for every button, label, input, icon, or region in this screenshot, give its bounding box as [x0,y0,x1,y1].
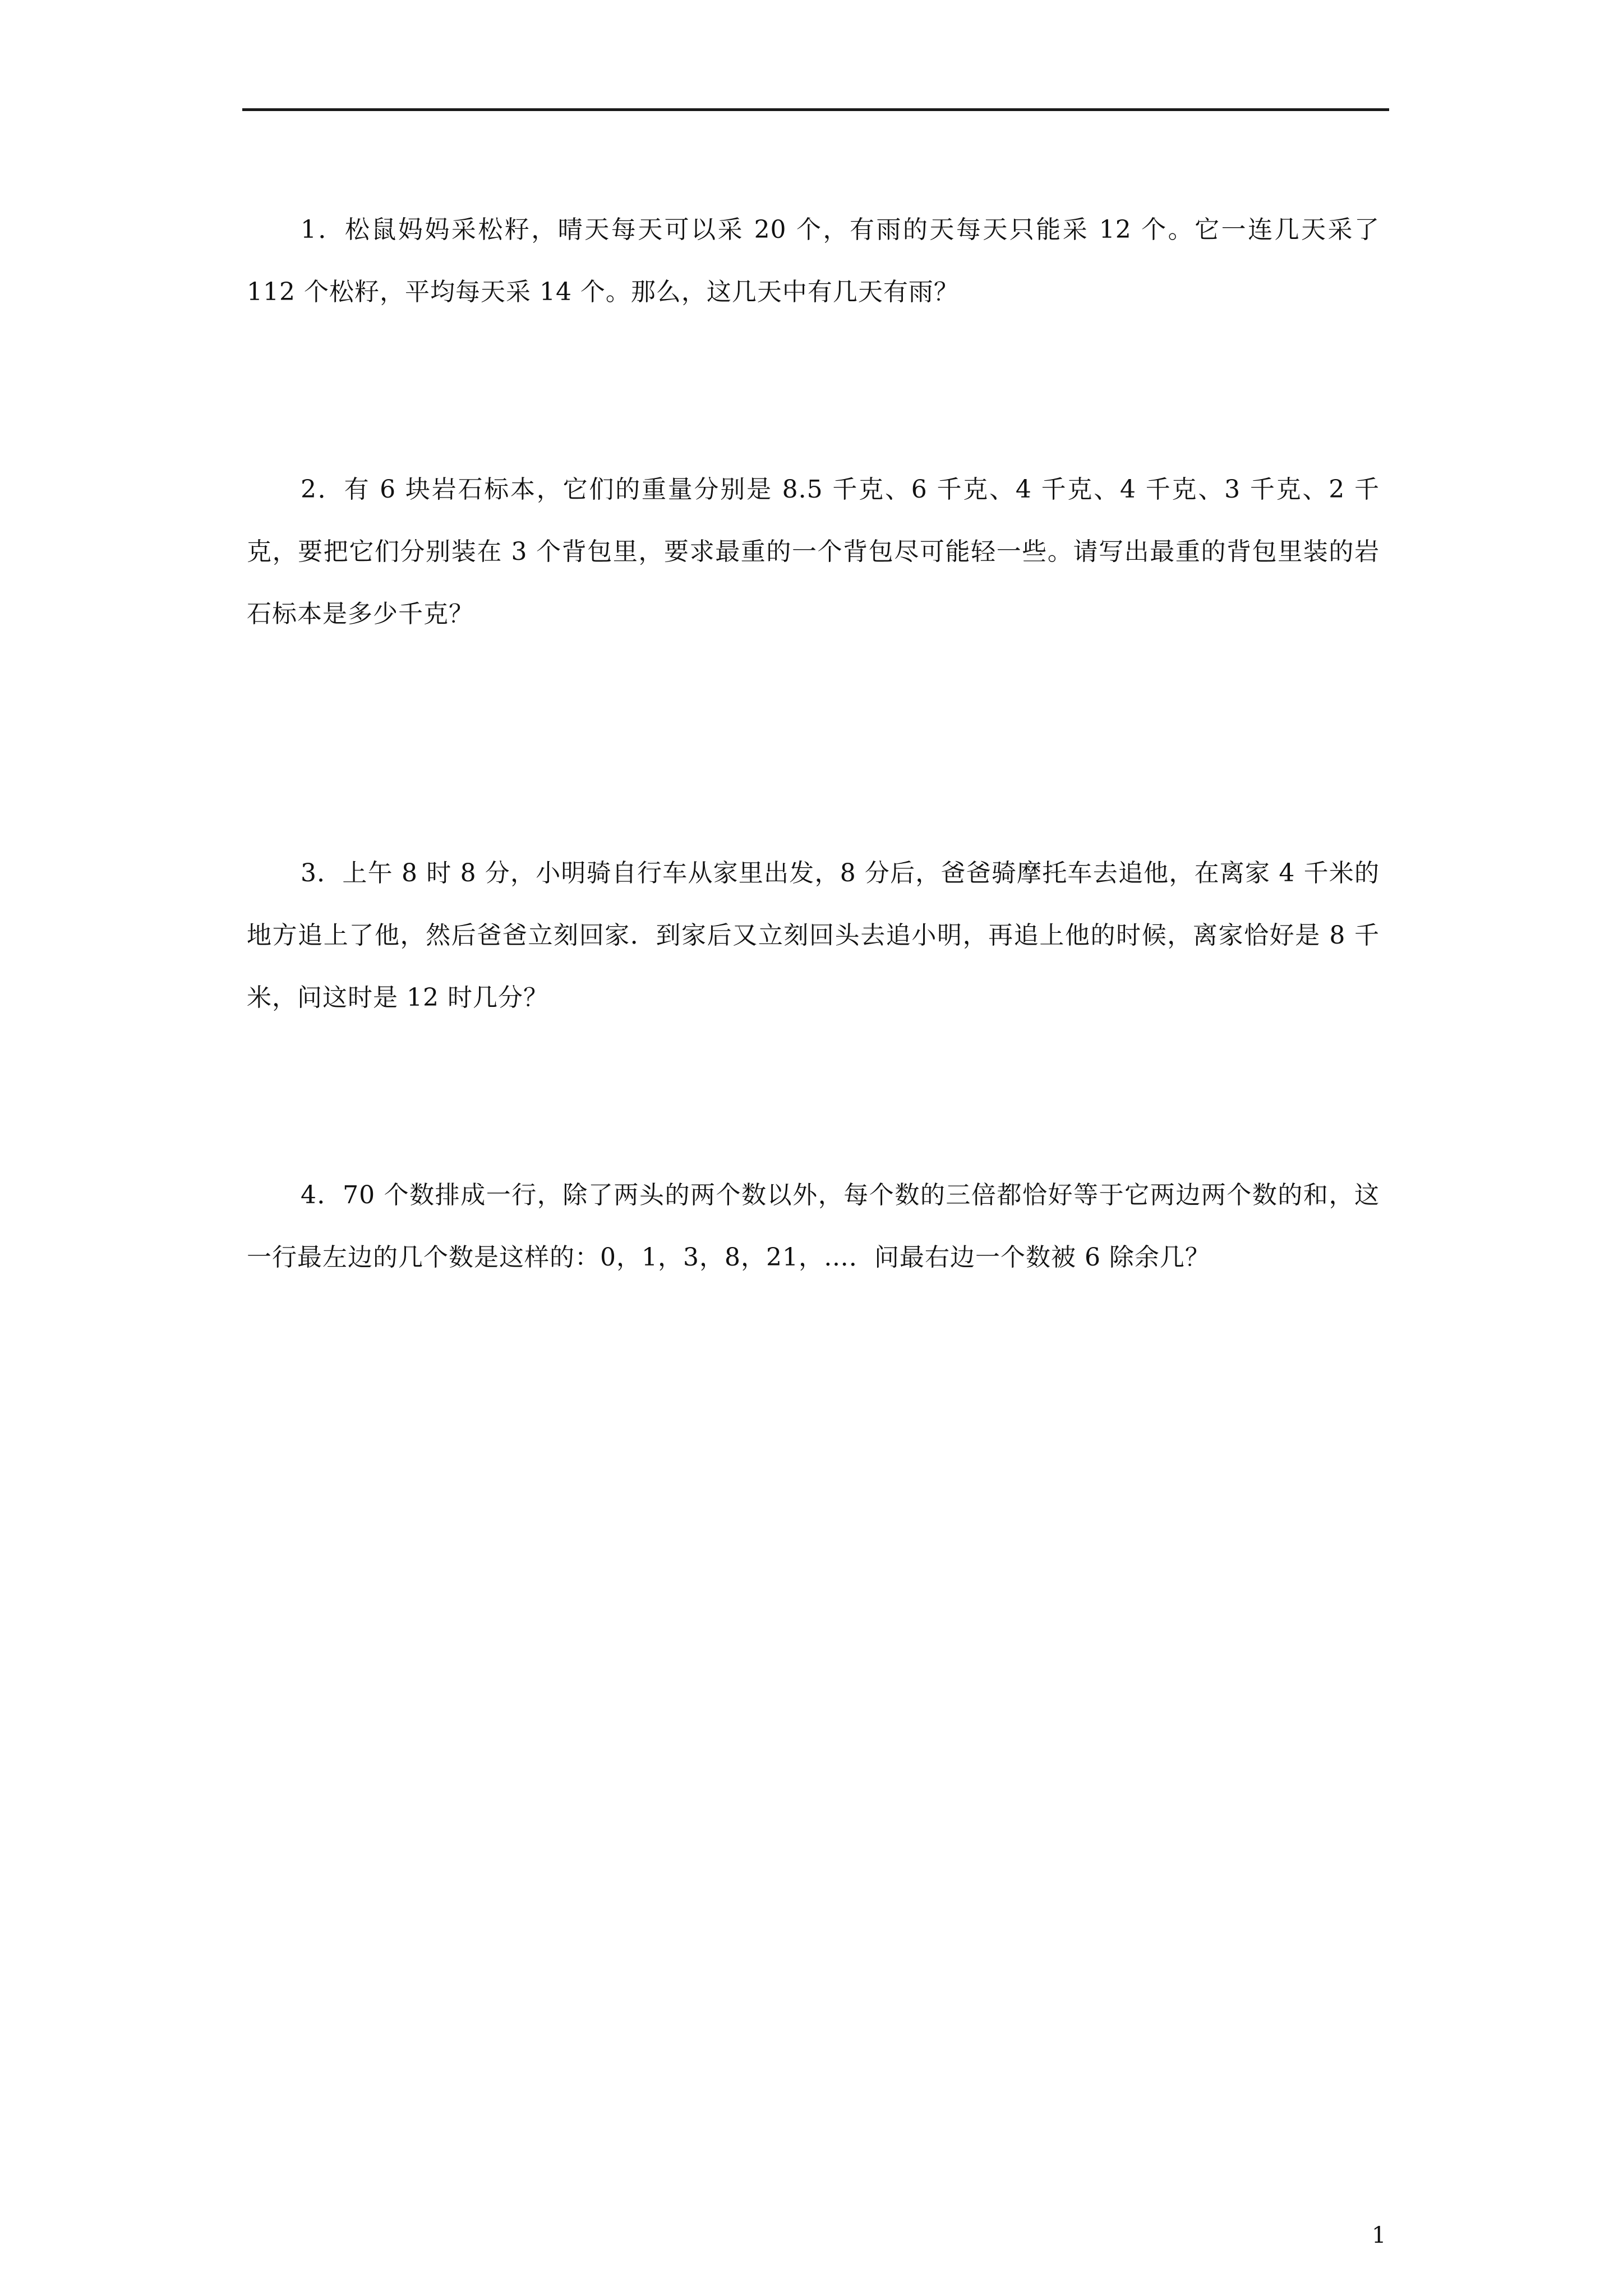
header-rule [242,108,1389,111]
problem-2: 2．有 6 块岩石标本，它们的重量分别是 8.5 千克、6 千克、4 千克、4 千克、3 千克、2 千克，要把它们分别装在 3 个背包里，要求最重的一个背包尽可能轻一些。请写出最重的背包里装的岩石标本是多少千克？ [247,475,1380,628]
problem-1: 1．松鼠妈妈采松籽，晴天每天可以采 20 个，有雨的天每天只能采 12 个。它一连几天采了 112 个松籽，平均每天采 14 个。那么，这几天中有几天有雨？ [247,215,1380,306]
page-number: 1 [1372,2223,1386,2248]
problem-4: 4．70 个数排成一行，除了两头的两个数以外，每个数的三倍都恰好等于它两边两个数的和，这一行最左边的几个数是这样的：0，1，3，8，21，…．问最右边一个数被 6 除余几？ [247,1181,1380,1272]
problem-3: 3．上午 8 时 8 分，小明骑自行车从家里出发，8 分后，爸爸骑摩托车去追他，在离家 4 千米的地方追上了他，然后爸爸立刻回家．到家后又立刻回头去追小明，再追上他的时候，离家恰好是 8 千米，问这时是 12 时几分？ [247,859,1380,1012]
